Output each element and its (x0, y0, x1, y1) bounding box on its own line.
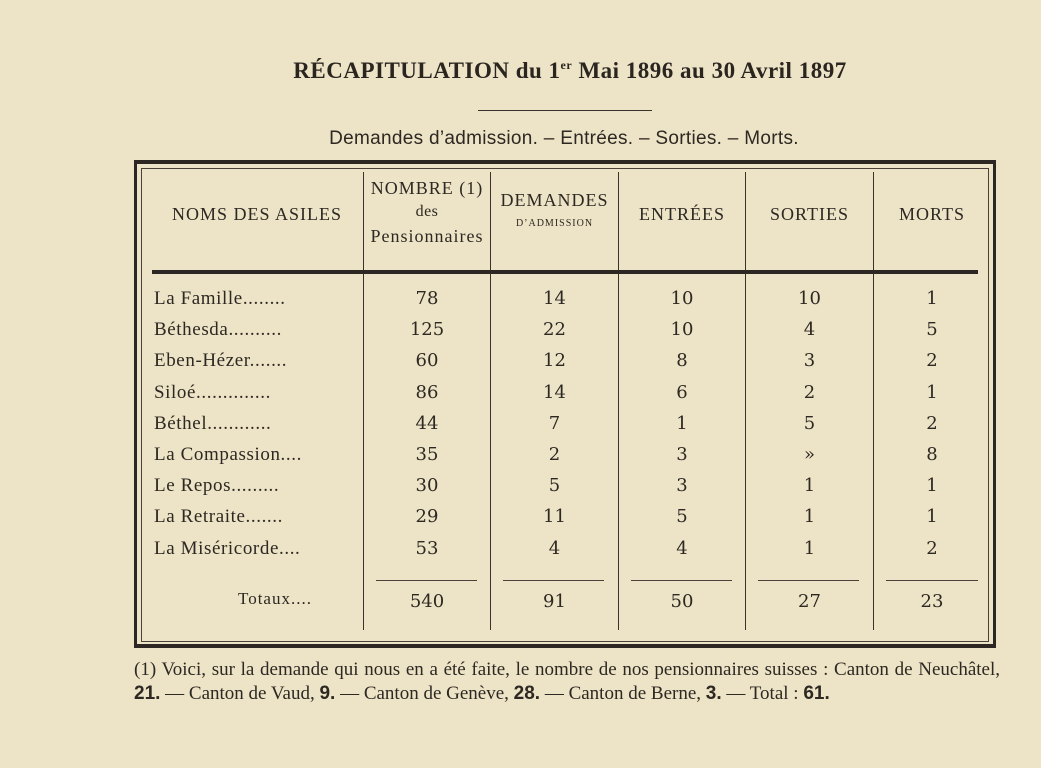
total-morts: 23 (920, 591, 944, 612)
row-name: La Compassion.... (154, 444, 302, 465)
row-demandes: 14 (543, 288, 566, 309)
row-entrees: 5 (676, 506, 688, 528)
header-separator (152, 270, 978, 274)
table-row (0, 439, 1041, 470)
row-demandes: 7 (548, 412, 561, 434)
row-sorties: 5 (803, 412, 816, 434)
total-nombre: 540 (409, 591, 445, 612)
row-sorties: » (803, 444, 815, 465)
row-morts: 1 (926, 288, 938, 309)
header-morts: MORTS (899, 204, 965, 224)
total-rule (758, 580, 859, 581)
row-entrees: 1 (676, 412, 688, 434)
row-sorties: 1 (803, 537, 816, 559)
header-demandes: DEMANDES D’ADMISSION (500, 190, 609, 229)
row-entrees: 6 (676, 381, 688, 403)
row-demandes: 5 (548, 475, 561, 497)
header-nombre: NOMBRE (1) des Pensionnaires (370, 178, 484, 246)
row-demandes: 11 (543, 506, 566, 528)
row-sorties: 1 (803, 475, 816, 497)
row-demandes: 22 (543, 319, 566, 341)
row-morts: 1 (926, 506, 938, 528)
row-morts: 1 (926, 381, 938, 403)
row-entrees: 4 (676, 537, 688, 559)
row-nombre: 30 (415, 475, 439, 497)
row-sorties: 1 (803, 506, 816, 528)
row-entrees: 10 (670, 288, 694, 309)
total-rule (631, 580, 732, 581)
row-name: Eben-Hézer....... (154, 350, 288, 372)
row-morts: 2 (926, 412, 938, 434)
totals-row (0, 586, 1041, 617)
table-row (0, 345, 1041, 376)
row-demandes: 12 (543, 350, 566, 372)
row-morts: 2 (926, 350, 938, 372)
row-sorties: 3 (803, 350, 816, 372)
row-entrees: 8 (676, 350, 688, 372)
table-row (0, 408, 1041, 439)
total-rule (503, 580, 604, 581)
row-nombre: 60 (415, 350, 439, 372)
table-row (0, 377, 1041, 408)
total-rule (376, 580, 477, 581)
row-name: La Miséricorde.... (154, 537, 301, 559)
total-rule (886, 580, 978, 581)
page-subtitle: Demandes d’admission. – Entrées. – Sorties. – Morts. (329, 128, 799, 149)
footnote: (1) Voici, sur la demande qui nous en a été faite, le nombre de nos pensionnaires suisses : Canton de Neuchâtel, 21. — Canton de Vaud, 9. — Canton de Genève, 28. — Canton de Berne, 3. — Total : 61. (134, 659, 1000, 704)
row-morts: 1 (926, 475, 938, 497)
table-row (0, 470, 1041, 501)
row-name: Siloé.............. (154, 381, 271, 403)
row-nombre: 35 (415, 444, 439, 465)
page-title: RÉCAPITULATION du 1er Mai 1896 au 30 Avril 1897 (293, 58, 847, 83)
table-row (0, 314, 1041, 345)
row-name: Le Repos......... (154, 475, 280, 497)
row-name: Béthel............ (154, 412, 272, 434)
header-sorties: SORTIES (770, 204, 849, 224)
header-entrees: ENTRÉES (639, 204, 725, 224)
total-demandes: 91 (543, 591, 566, 612)
title-divider (478, 110, 652, 111)
total-entrees: 50 (670, 591, 694, 612)
table-row (0, 501, 1041, 532)
row-nombre: 29 (415, 506, 439, 528)
row-morts: 8 (926, 444, 938, 465)
row-nombre: 53 (415, 537, 439, 559)
row-name: La Famille........ (154, 288, 286, 309)
row-demandes: 14 (543, 381, 566, 403)
row-sorties: 4 (803, 319, 816, 341)
table-row (0, 533, 1041, 564)
row-nombre: 86 (415, 381, 439, 403)
row-nombre: 44 (415, 412, 439, 434)
row-morts: 5 (926, 319, 938, 341)
row-morts: 2 (926, 537, 938, 559)
row-demandes: 4 (548, 537, 561, 559)
row-demandes: 2 (548, 444, 561, 465)
row-name: Béthesda.......... (154, 319, 282, 341)
row-sorties: 10 (798, 288, 821, 309)
row-entrees: 3 (676, 475, 688, 497)
row-entrees: 3 (676, 444, 688, 465)
header-names: NOMS DES ASILES (171, 204, 343, 224)
totals-label: Totaux.... (238, 589, 312, 608)
row-entrees: 10 (670, 319, 694, 341)
row-name: La Retraite....... (154, 506, 283, 528)
total-sorties: 27 (798, 591, 821, 612)
row-sorties: 2 (803, 381, 816, 403)
table-row (0, 283, 1041, 314)
row-nombre: 125 (409, 319, 445, 341)
row-nombre: 78 (415, 288, 439, 309)
